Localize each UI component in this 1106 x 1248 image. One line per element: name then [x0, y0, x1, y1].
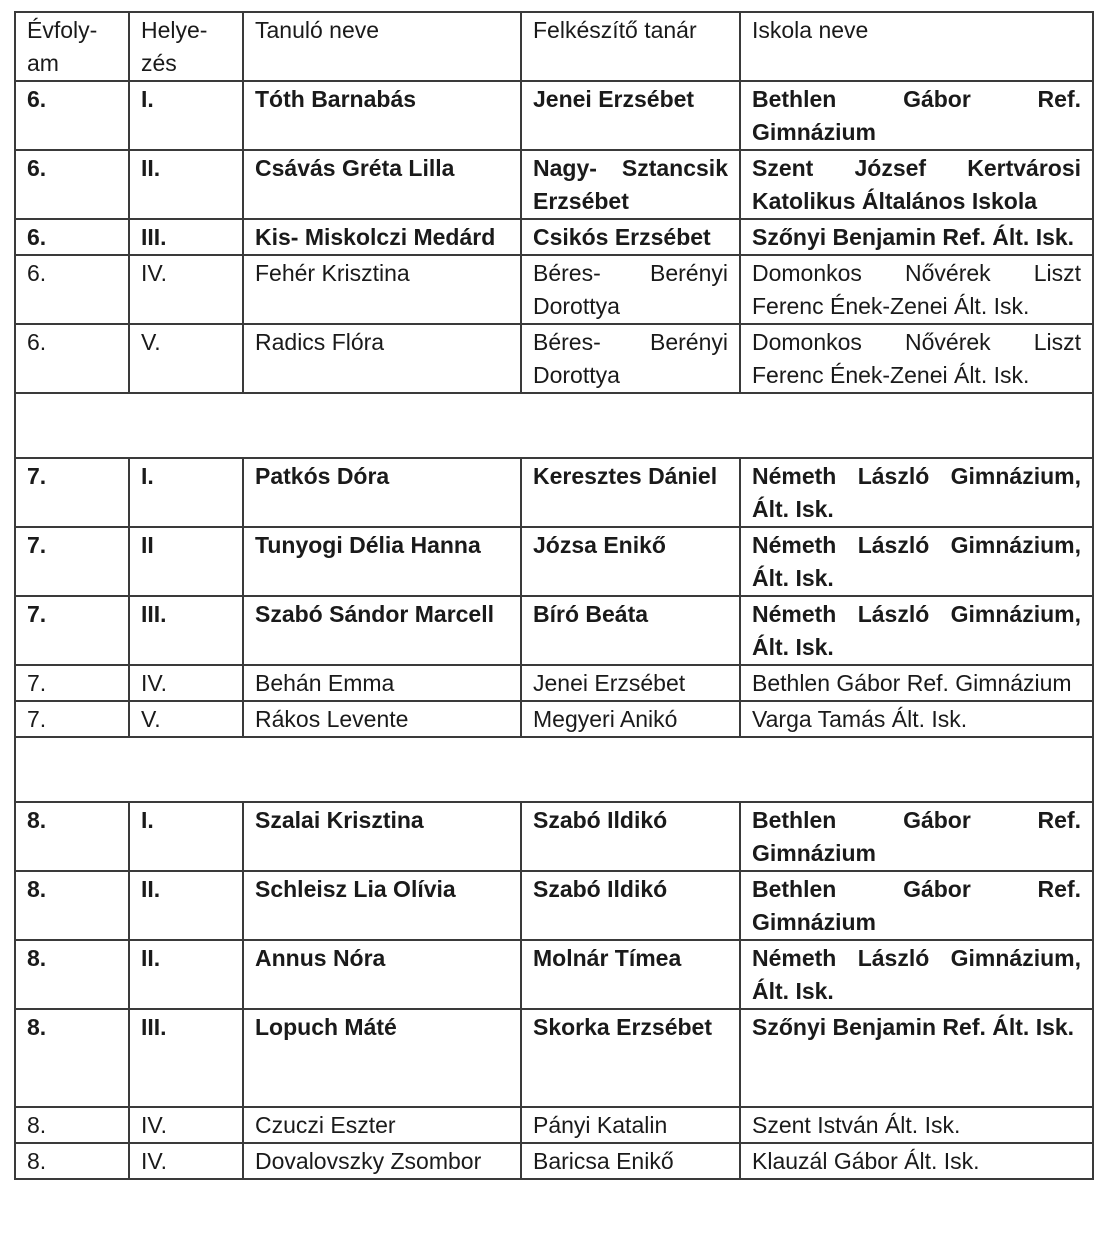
cell-student: Lopuch Máté: [243, 1009, 521, 1107]
cell-teacher: Jenei Erzsébet: [521, 665, 740, 701]
cell-teacher: Béres- Berényi Dorottya: [521, 255, 740, 324]
cell-grade: 8.: [15, 1107, 129, 1143]
cell-student: Tunyogi Délia Hanna: [243, 527, 521, 596]
table-row: [15, 219, 1093, 255]
cell-grade: 6.: [15, 255, 129, 324]
cell-school: Bethlen Gábor Ref. Gimnázium: [740, 802, 1093, 871]
cell-placement: II: [129, 527, 243, 596]
cell-placement: II.: [129, 150, 243, 219]
cell-student: Rákos Levente: [243, 701, 521, 737]
cell-teacher: Béres- Berényi Dorottya: [521, 324, 740, 393]
cell-student: Fehér Krisztina: [243, 255, 521, 324]
cell-teacher: Nagy- Sztancsik Erzsébet: [521, 150, 740, 219]
cell-student: Szalai Krisztina: [243, 802, 521, 871]
cell-student: Csávás Gréta Lilla: [243, 150, 521, 219]
cell-student: Szabó Sándor Marcell: [243, 596, 521, 665]
cell-teacher: Baricsa Enikő: [521, 1143, 740, 1179]
cell-student: Radics Flóra: [243, 324, 521, 393]
cell-grade: 7.: [15, 527, 129, 596]
spacer-row: [15, 393, 1093, 458]
table-row: [15, 1009, 1093, 1107]
cell-grade: 6.: [15, 81, 129, 150]
cell-teacher: Molnár Tímea: [521, 940, 740, 1009]
cell-teacher: Pányi Katalin: [521, 1107, 740, 1143]
table-row: [15, 527, 1093, 596]
cell-school: Németh László Gimnázium, Ált. Isk.: [740, 596, 1093, 665]
cell-teacher: Megyeri Anikó: [521, 701, 740, 737]
cell-school: Szőnyi Benjamin Ref. Ált. Isk.: [740, 1009, 1093, 1107]
cell-student: Dovalovszky Zsombor: [243, 1143, 521, 1179]
cell-student: Czuczi Eszter: [243, 1107, 521, 1143]
spacer-cell: [15, 393, 1093, 458]
table-row: [15, 458, 1093, 527]
table-row: [15, 81, 1093, 150]
table-row: [15, 665, 1093, 701]
cell-school: Klauzál Gábor Ált. Isk.: [740, 1143, 1093, 1179]
results-table: [14, 11, 1094, 1180]
cell-teacher: Keresztes Dániel: [521, 458, 740, 527]
cell-placement: IV.: [129, 1107, 243, 1143]
header-student: Tanuló neve: [243, 12, 521, 81]
cell-grade: 7.: [15, 665, 129, 701]
table-row: [15, 255, 1093, 324]
table-row: [15, 940, 1093, 1009]
cell-teacher: Szabó Ildikó: [521, 802, 740, 871]
cell-placement: I.: [129, 81, 243, 150]
cell-student: Annus Nóra: [243, 940, 521, 1009]
cell-grade: 7.: [15, 458, 129, 527]
header-placement: Helye-zés: [129, 12, 243, 81]
cell-placement: V.: [129, 701, 243, 737]
cell-placement: III.: [129, 596, 243, 665]
cell-placement: IV.: [129, 665, 243, 701]
cell-student: Tóth Barnabás: [243, 81, 521, 150]
cell-school: Szent József Kertvárosi Katolikus Általános Iskola: [740, 150, 1093, 219]
cell-grade: 8.: [15, 871, 129, 940]
table-row: [15, 324, 1093, 393]
spacer-cell: [15, 737, 1093, 802]
cell-placement: IV.: [129, 1143, 243, 1179]
cell-school: Szent István Ált. Isk.: [740, 1107, 1093, 1143]
cell-placement: III.: [129, 1009, 243, 1107]
header-teacher: Felkészítő tanár: [521, 12, 740, 81]
cell-school: Bethlen Gábor Ref. Gimnázium: [740, 665, 1093, 701]
table-row: [15, 150, 1093, 219]
cell-student: Schleisz Lia Olívia: [243, 871, 521, 940]
cell-student: Kis- Miskolczi Medárd: [243, 219, 521, 255]
spacer-row: [15, 737, 1093, 802]
cell-school: Varga Tamás Ált. Isk.: [740, 701, 1093, 737]
cell-placement: II.: [129, 940, 243, 1009]
cell-student: Patkós Dóra: [243, 458, 521, 527]
cell-school: Szőnyi Benjamin Ref. Ált. Isk.: [740, 219, 1093, 255]
cell-school: Bethlen Gábor Ref. Gimnázium: [740, 81, 1093, 150]
table-header-row: [15, 12, 1093, 81]
cell-placement: III.: [129, 219, 243, 255]
cell-placement: IV.: [129, 255, 243, 324]
table-row: [15, 596, 1093, 665]
cell-school: Bethlen Gábor Ref. Gimnázium: [740, 871, 1093, 940]
cell-grade: 6.: [15, 150, 129, 219]
cell-school: Domonkos Nővérek Liszt Ferenc Ének-Zenei Ált. Isk.: [740, 255, 1093, 324]
cell-grade: 7.: [15, 596, 129, 665]
cell-school: Németh László Gimnázium, Ált. Isk.: [740, 940, 1093, 1009]
cell-grade: 8.: [15, 1143, 129, 1179]
cell-grade: 8.: [15, 802, 129, 871]
cell-school: Domonkos Nővérek Liszt Ferenc Ének-Zenei Ált. Isk.: [740, 324, 1093, 393]
cell-grade: 6.: [15, 219, 129, 255]
cell-placement: II.: [129, 871, 243, 940]
cell-school: Németh László Gimnázium, Ált. Isk.: [740, 527, 1093, 596]
cell-teacher: Csikós Erzsébet: [521, 219, 740, 255]
cell-grade: 8.: [15, 1009, 129, 1107]
cell-placement: I.: [129, 458, 243, 527]
cell-grade: 6.: [15, 324, 129, 393]
table-row: [15, 1143, 1093, 1179]
cell-teacher: Jenei Erzsébet: [521, 81, 740, 150]
cell-student: Behán Emma: [243, 665, 521, 701]
table-row: [15, 802, 1093, 871]
cell-grade: 8.: [15, 940, 129, 1009]
cell-teacher: Skorka Erzsébet: [521, 1009, 740, 1107]
cell-teacher: Szabó Ildikó: [521, 871, 740, 940]
cell-placement: I.: [129, 802, 243, 871]
cell-teacher: Bíró Beáta: [521, 596, 740, 665]
cell-placement: V.: [129, 324, 243, 393]
cell-school: Németh László Gimnázium, Ált. Isk.: [740, 458, 1093, 527]
table-row: [15, 701, 1093, 737]
header-grade: Évfoly-am: [15, 12, 129, 81]
table-row: [15, 1107, 1093, 1143]
table-row: [15, 871, 1093, 940]
cell-teacher: Józsa Enikő: [521, 527, 740, 596]
header-school: Iskola neve: [740, 12, 1093, 81]
cell-grade: 7.: [15, 701, 129, 737]
